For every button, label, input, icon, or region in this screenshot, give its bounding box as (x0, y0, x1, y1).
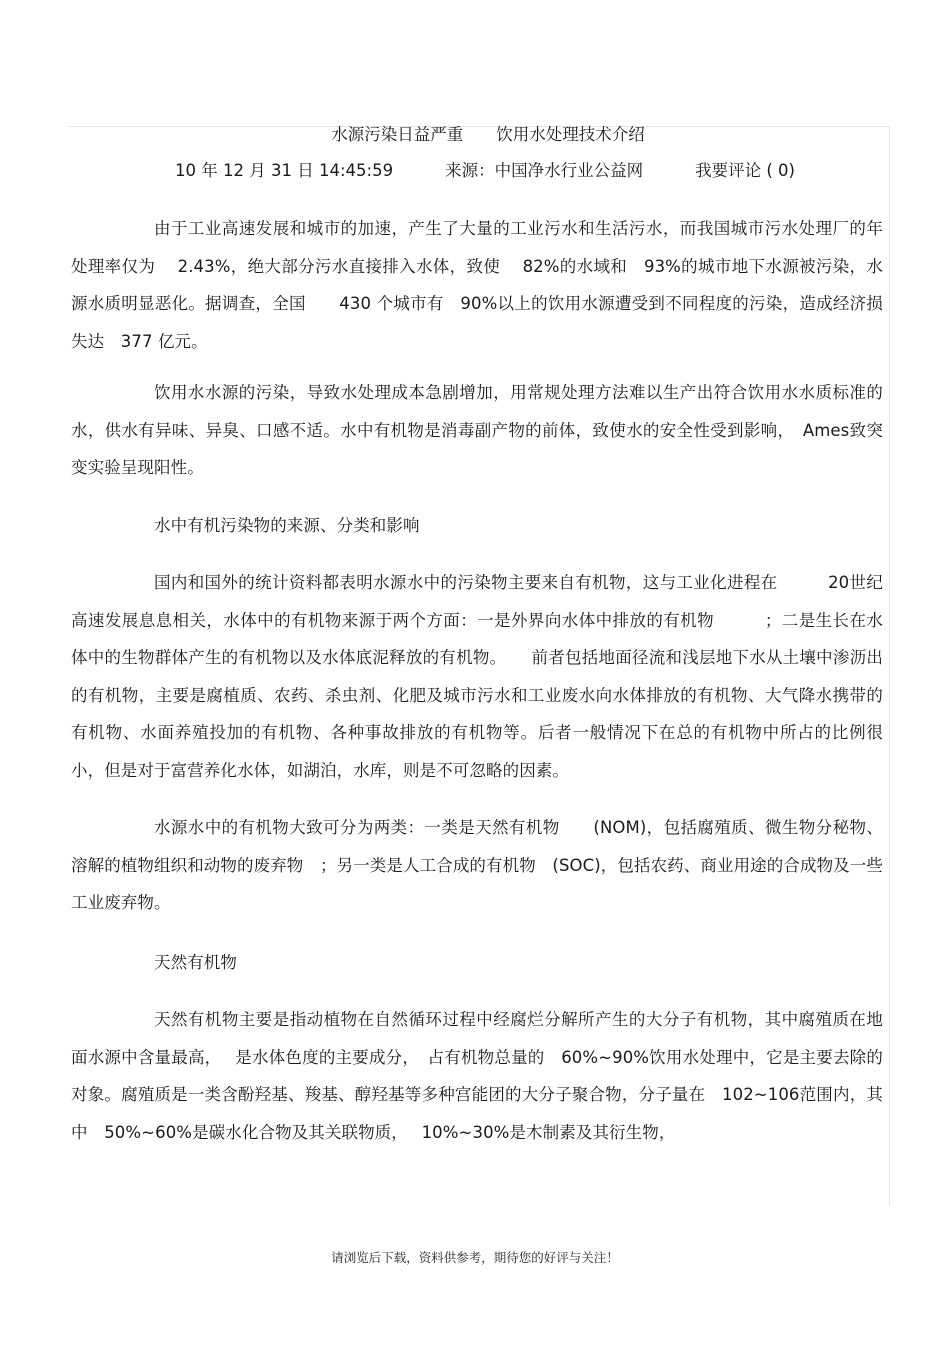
article-meta (71, 156, 883, 186)
paragraph-pollutant-classes: 水源水中的有机物大致可分为两类：一类是天然有机物 (NOM)，包括腐殖质、微生物分秘物、溶解的植物组织和动物的废弃物 ；另一类是人工合成的有机物 (SOC)，包括农药、商业用途的合成物及一些工业废弃物。 (71, 818, 883, 912)
paragraph-treatment-cost: 饮用水水源的污染，导致水处理成本急剧增加，用常规处理方法难以生产出符合饮用水水质标准的水，供水有异味、异臭、口感不适。水中有机物是消毒副产物的前体，致使水的安全性受到影响， Ames致突变实验呈现阳性。 (71, 383, 883, 477)
paragraph-pollutant-sources: 国内和国外的统计资料都表明水源水中的污染物主要来自有机物，这与工业化进程在 20世纪高速发展息息相关，水体中的有机物来源于两个方面：一是外界向水体中排放的有机物 ；二是生长在水体中的生物群体产生的有机物以及水体底泥释放的有机物。 前者包括地面径流和浅层地下水从土壤中渗沥出的有机物，主要是腐植质、农药、杀虫剂、化肥及城市污水和工业废水向水体排放的有机物、大气降水携带的有机物、水面养殖投加的有机物、各种事故排放的有机物等。后者一般情况下在总的有机物中所占的比例很小，但是对于富营养化水体，如湖泊，水库，则是不可忽略的因素。 (71, 573, 883, 780)
article-date: 10 年 12 月 31 日 14:45:59 (175, 161, 394, 180)
section-heading-natural-organics: 天然有机物 (154, 952, 237, 972)
section-heading-organic-pollutants: 水中有机污染物的来源、分类和影响 (154, 515, 420, 535)
article-body (71, 120, 883, 1151)
article-title: 水源污染日益严重 饮用水处理技术介绍 (331, 125, 645, 144)
paragraph-pollution-status: 由于工业高速发展和城市的加速，产生了大量的工业污水和生活污水，而我国城市污水处理厂的年处理率仅为 2.43%，绝大部分污水直接排入水体，致使 82%的水域和 93%的城市地下水源被污染，水源水质明显恶化。据调查，全国 430 个城市有 90%以上的饮用水源遭受到不同程度的污染，造成经济损失达 377 亿元。 (71, 219, 883, 351)
article-source: 来源：中国净水行业公益网 (445, 161, 644, 180)
paragraph-natural-organics: 天然有机物主要是指动植物在自然循环过程中经腐烂分解所产生的大分子有机物，其中腐殖质在地面水源中含量最高， 是水体色度的主要成分， 占有机物总量的 60%~90%饮用水处理中，它是主要去除的对象。腐殖质是一类含酚羟基、羧基、醇羟基等多种宫能团的大分子聚合物，分子量在 102~106范围内，其中 50%~60%是碳水化合物及其关联物质， 10%~30%是木制素及其衍生物， (71, 1010, 883, 1142)
right-rule (889, 126, 890, 1206)
page-footer: 请浏览后下载，资料供参考，期待您的好评与关注！ (331, 1250, 619, 1265)
comment-link[interactable]: 我要评论 ( 0) (695, 161, 795, 180)
